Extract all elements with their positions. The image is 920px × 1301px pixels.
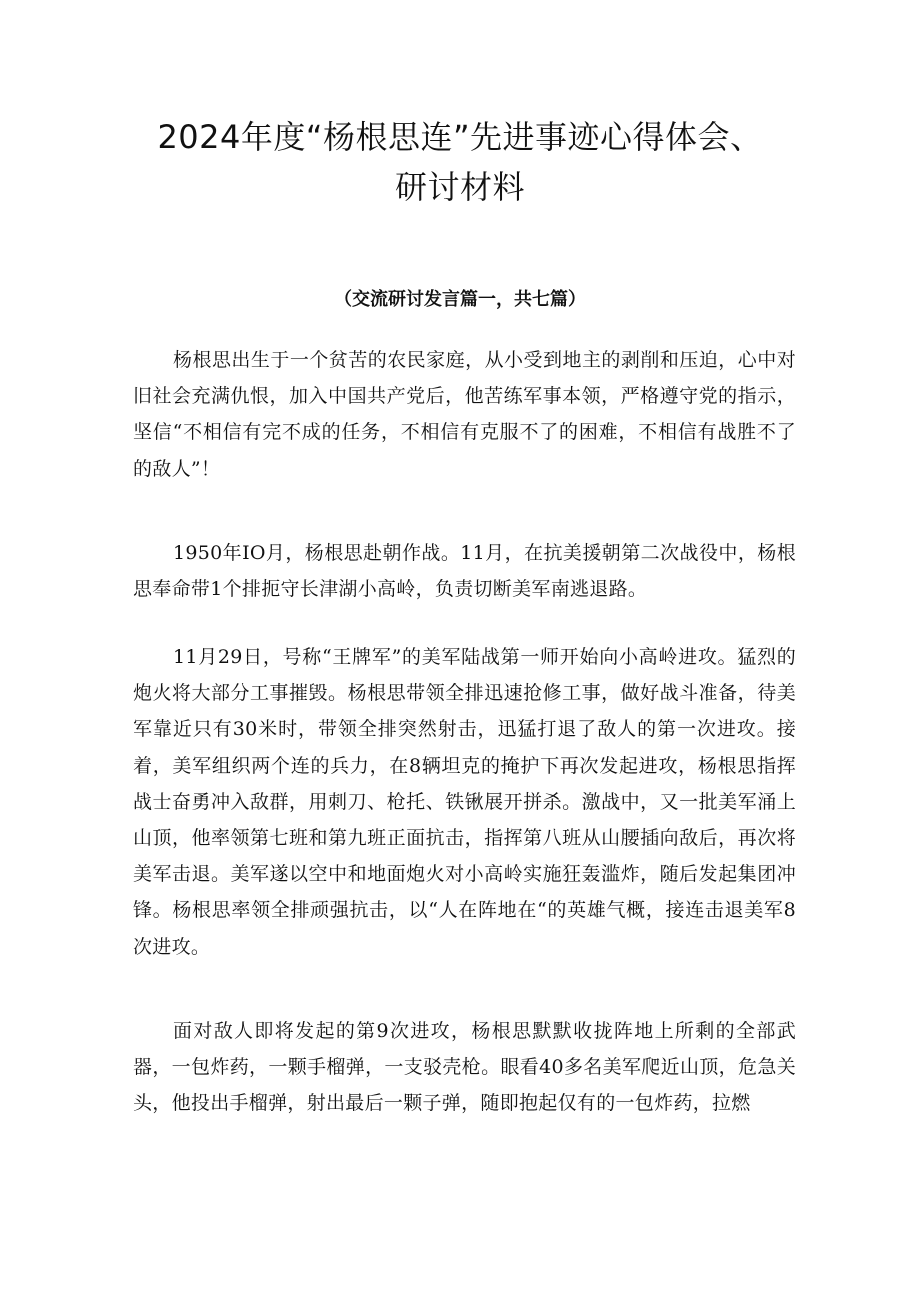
- title-line-1: 2024年度“杨根思连”先进事迹心得体会、: [157, 118, 763, 156]
- document-title: [120, 112, 800, 212]
- paragraph: 杨根思出生于一个贫苦的农民家庭，从小受到地主的剥削和压迫，心中对旧社会充满仇恨，加入中国共产党后，他苦练军事本领，严格遵守党的指示，坚信“不相信有完不成的任务，不相信有克服不了的困难，不相信有战胜不了的敌人”！: [133, 349, 796, 480]
- paragraph: 11月29日，号称“王牌军”的美军陆战第一师开始向小高岭进攻。猛烈的炮火将大部分工事摧毁。杨根思带领全排迅速抢修工事，做好战斗准备，待美军靠近只有30米时，带领全排突然射击，迅猛打退了敌人的第一次进攻。接着，美军组织两个连的兵力，在8辆坦克的掩护下再次发起进攻，杨根思指挥战士奋勇冲入敌群，用刺刀、枪托、铁锹展开拼杀。激战中，又一批美军涌上山顶，他率领第七班和第九班正面抗击，指挥第八班从山腰插向敌后，再次将美军击退。美军遂以空中和地面炮火对小高岭实施狂轰滥炸，随后发起集团冲锋。杨根思率领全排顽强抗击，以“人在阵地在“的英雄气概，接连击退美军8次进攻。: [133, 646, 796, 958]
- paragraph: 1950年IO月，杨根思赴朝作战。11月，在抗美援朝第二次战役中，杨根思奉命带1个排扼守长津湖小高岭，负责切断美军南逃退路。: [133, 542, 796, 601]
- title-line-2: 研讨材料: [394, 168, 525, 206]
- document-subtitle: （交流研讨发言篇一，共七篇）: [334, 289, 586, 310]
- paragraph: 面对敌人即将发起的第9次进攻，杨根思默默收拢阵地上所剩的全部武器，一包炸药，一颗手榴弹，一支驳壳枪。眼看40多名美军爬近山顶，危急关头，他投出手榴弹，射出最后一颗子弹，随即抱起仅有的一包炸药，拉燃: [133, 1020, 796, 1115]
